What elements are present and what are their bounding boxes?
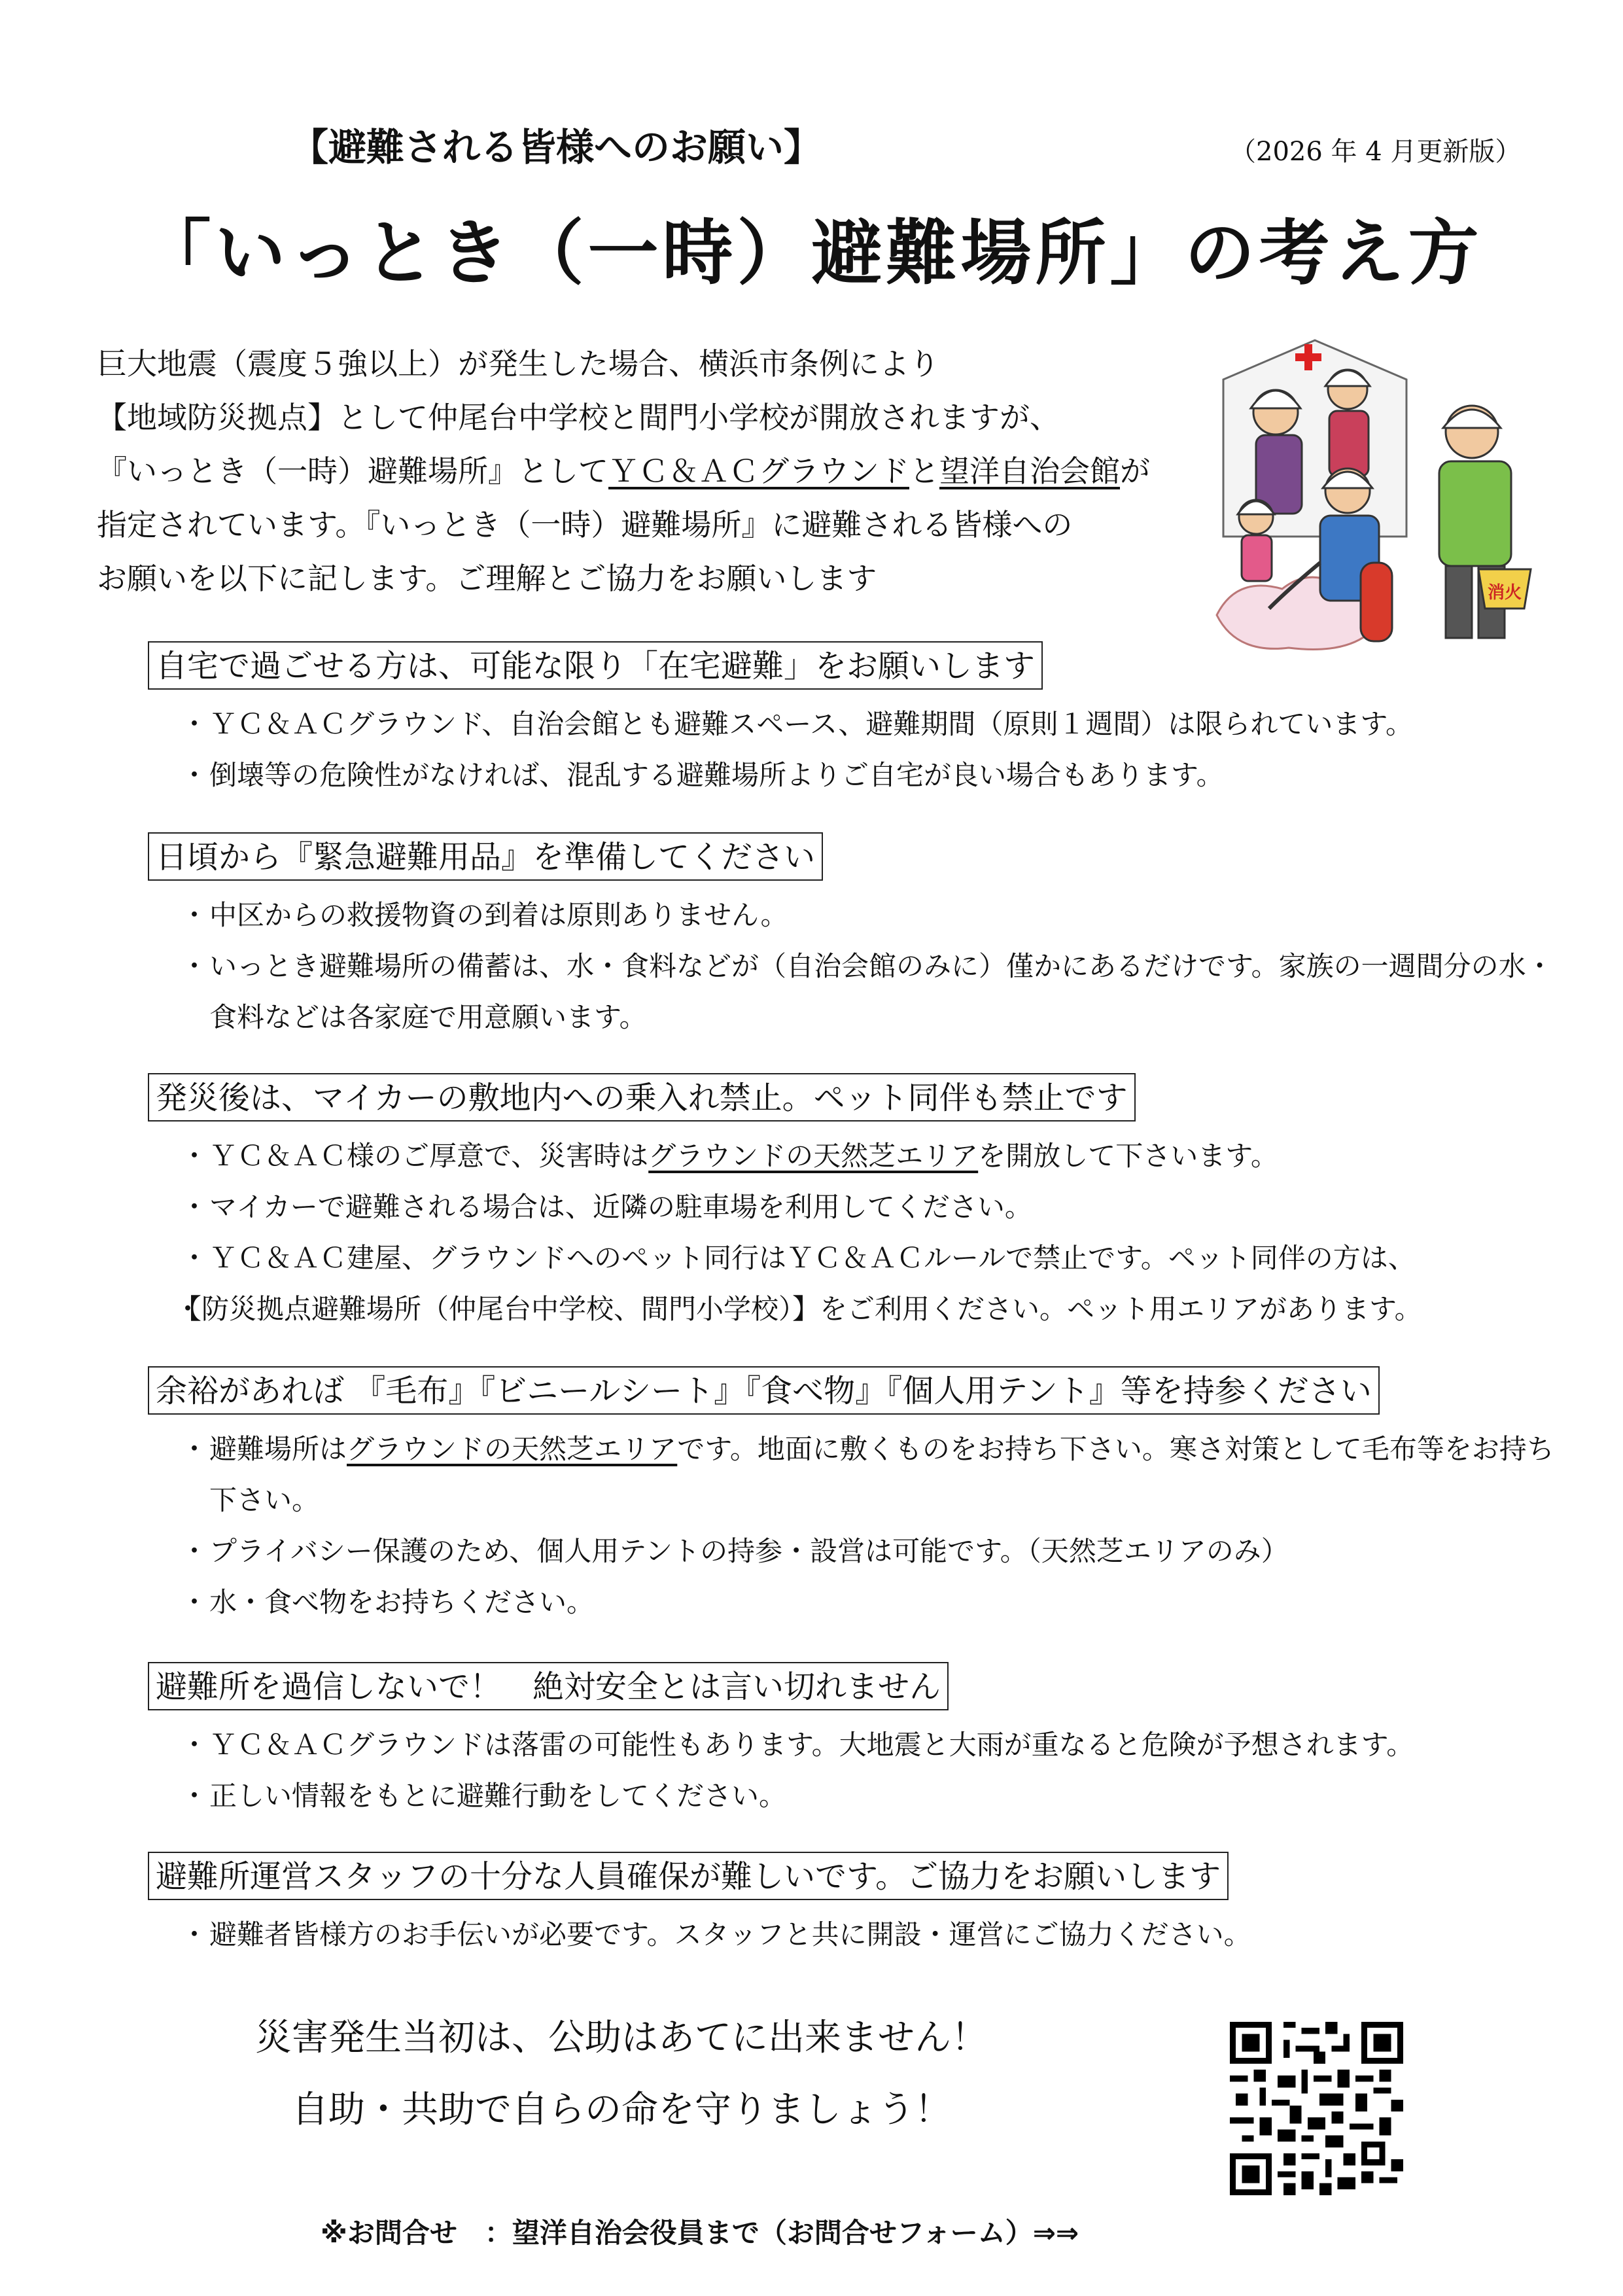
- closing-line-2: 自助・共助で自らの命を守りましょう！: [292, 2089, 951, 2131]
- section-heading: 発災後は、マイカーの敷地内への乗入れ禁止。ペット同伴も禁止です: [148, 1073, 1136, 1122]
- section-not-absolute-safe: [148, 1662, 1414, 1822]
- intro-line: [97, 444, 1242, 498]
- turf-area-text: グラウンドの天然芝エリア: [648, 1140, 979, 1172]
- section-heading: 自宅で過ごせる方は、可能な限り「在宅避難」をお願いします: [148, 641, 1043, 690]
- intro-line: 指定されています。『いっとき（一時）避難場所』に避難される皆様への: [97, 507, 1073, 542]
- list-item: [174, 1284, 1422, 1335]
- list-item: [181, 1424, 1570, 1526]
- list-item-text: ＹＣ＆ＡＣ様のご厚意で、災害時は: [209, 1140, 649, 1172]
- intro-text: が: [1120, 453, 1150, 489]
- list-item: ・ マイカーで避難される場合は、近隣の駐車場を利用してください。: [181, 1182, 1422, 1233]
- list-item-text: 避難場所は: [209, 1433, 347, 1465]
- section-no-cars-pets: [148, 1073, 1422, 1335]
- list-item: [181, 1131, 1422, 1182]
- list-item: ・ ＹＣ＆ＡＣ建屋、グラウンドへのペット同行はＹＣ＆ＡＣルールで禁止です。ペット同伴の方は、: [181, 1233, 1422, 1284]
- list-item: ・ 避難者皆様方のお手伝いが必要です。スタッフと共に開設・運営にご協力ください。: [181, 1909, 1251, 1960]
- intro-text: と: [909, 453, 939, 489]
- section-heading: 避難所を過信しないで！ 絶対安全とは言い切れません: [148, 1662, 949, 1710]
- list-item: ・ プライバシー保護のため、個人用テントの持参・設営は可能です。（天然芝エリアのみ）: [181, 1526, 1570, 1577]
- intro-line: 【地域防災拠点】として仲尾台中学校と間門小学校が開放されますが、: [97, 400, 1060, 435]
- section-stay-home: [148, 641, 1413, 801]
- closing-line-1: 災害発生当初は、公助はあてに出来ません！: [255, 2017, 988, 2059]
- community-hall-text: 望洋自治会館: [939, 453, 1120, 489]
- ycac-ground-text: ＹＣ＆ＡＣグラウンド: [608, 453, 909, 489]
- bullet-list: [181, 890, 1570, 1043]
- page-title: 「いっとき（一時）避難場所」の考え方: [140, 213, 1483, 294]
- bullet-list: [181, 1424, 1570, 1628]
- subtitle: 【避難される皆様へのお願い】: [290, 125, 822, 169]
- intro-line: お願いを以下に記します。ご理解とご協力をお願いします: [97, 561, 877, 596]
- intro-text: 『いっとき（一時）避難場所』として: [97, 453, 608, 489]
- evacuation-illustration: [1210, 327, 1544, 667]
- list-item: ・ ＹＣ＆ＡＣグラウンドは落雷の可能性もあります。大地震と大雨が重なると危険が予想されます。: [181, 1720, 1414, 1771]
- bullet-list: [181, 1720, 1414, 1822]
- section-heading: 余裕があれば 『毛布』『ビニールシート』『食べ物』『個人用テント』等を持参ください: [148, 1366, 1380, 1415]
- qr-code-icon[interactable]: [1230, 2022, 1403, 2195]
- intro-line: 巨大地震（震度５強以上）が発生した場合、横浜市条例により: [97, 346, 939, 381]
- bullet-list: [181, 1909, 1251, 1960]
- edition-label: （2026 年 4 月更新版）: [1230, 137, 1522, 167]
- bullet-list: [181, 699, 1413, 801]
- section-heading: 日頃から『緊急避難用品』を準備してください: [148, 832, 823, 881]
- section-bring-items: [148, 1366, 1570, 1628]
- bullet-list: [174, 1131, 1422, 1335]
- section-heading: 避難所運営スタッフの十分な人員確保が難しいです。ご協力をお願いします: [148, 1852, 1229, 1900]
- section-emergency-supplies: [148, 832, 1570, 1043]
- list-item: ・ いっとき避難場所の備蓄は、水・食料などが（自治会館のみに）僅かにあるだけです。家族の一週間分の水・食料などは各家庭で用意願います。: [181, 941, 1570, 1043]
- list-item-text: 【防災拠点避難場所（仲尾台中学校、間門小学校）】をご利用ください。ペット用エリアがあります。: [174, 1293, 1422, 1325]
- list-item: ・ 水・食べ物をお持ちください。: [181, 1577, 1570, 1628]
- list-item: ・ 中区からの救援物資の到着は原則ありません。: [181, 890, 1570, 941]
- turf-area-text: グラウンドの天然芝エリア: [347, 1433, 678, 1465]
- contact-text: ※お問合せ ：望洋自治会役員まで（お問合せフォーム）⇒⇒: [321, 2217, 1079, 2249]
- list-item: ・ 正しい情報をもとに避難行動をしてください。: [181, 1771, 1414, 1822]
- list-item: ・ ＹＣ＆ＡＣグラウンド、自治会館とも避難スペース、避難期間（原則１週間）は限られています。: [181, 699, 1413, 750]
- list-item: ・ 倒壊等の危険性がなければ、混乱する避難場所よりご自宅が良い場合もあります。: [181, 750, 1413, 801]
- section-staff-shortage: [148, 1852, 1251, 1960]
- list-item-text: です。地面に敷くものをお持ち下さい。寒さ対策として毛布等をお持ち下さい。: [209, 1433, 1554, 1516]
- fire-bucket-label: 消火: [1487, 583, 1522, 603]
- intro-paragraph: [97, 337, 1242, 605]
- list-item-text: を開放して下さいます。: [978, 1140, 1278, 1172]
